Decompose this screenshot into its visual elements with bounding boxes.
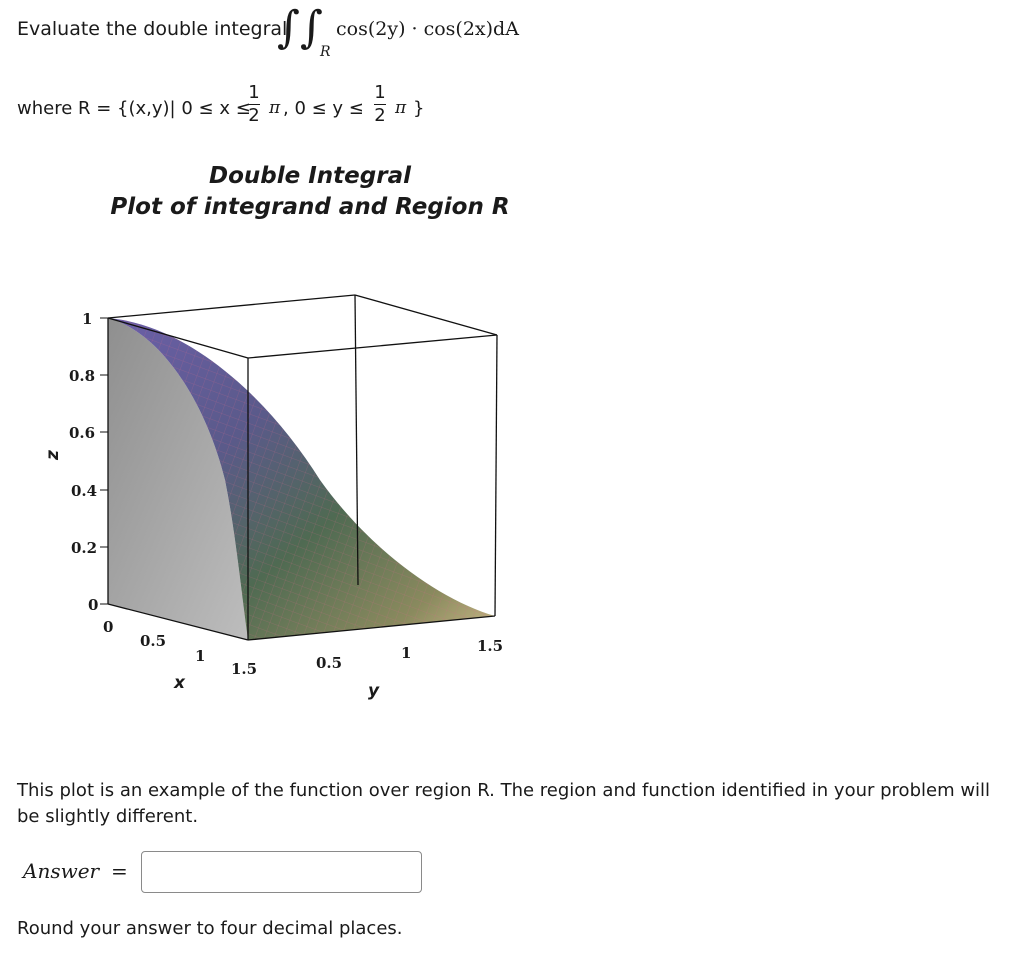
z-tick-0: 0 xyxy=(88,596,99,614)
rounding-instruction: Round your answer to four decimal places. xyxy=(17,918,403,939)
surface-plot xyxy=(40,280,520,710)
fraction-half-x: 1 2 xyxy=(248,82,260,126)
z-axis-label: z xyxy=(43,450,63,460)
z-tick-0-6: 0.6 xyxy=(69,424,96,442)
y-tick-1-5: 1.5 xyxy=(477,637,504,655)
integral-sign-outer: ∫ xyxy=(277,2,300,53)
x-tick-0-5: 0.5 xyxy=(140,632,167,650)
z-tick-0-8: 0.8 xyxy=(69,367,96,385)
z-tick-0-4: 0.4 xyxy=(71,482,98,500)
pi-y: π xyxy=(395,98,407,118)
plot-subtitle: Plot of integrand and Region R xyxy=(110,194,510,220)
region-prefix: where R = {(x,y)| 0 ≤ x ≤ xyxy=(17,98,251,119)
plot-title: Double Integral xyxy=(209,163,411,189)
plot-note: This plot is an example of the function over region R. The region and function identified in your problem will be slightly different. xyxy=(17,780,991,827)
fraction-half-y: 1 2 xyxy=(374,82,386,126)
integral-expression xyxy=(17,2,617,62)
x-tick-0: 0 xyxy=(103,618,114,636)
z-tick-1: 1 xyxy=(82,310,93,328)
problem-intro: Evaluate the double integral xyxy=(17,18,288,40)
z-tick-0-2: 0.2 xyxy=(71,539,98,557)
region-mid: , 0 ≤ y ≤ xyxy=(283,98,364,119)
integrand: cos(2y) · cos(2x)dA xyxy=(336,18,519,40)
pi-x: π xyxy=(269,98,281,118)
x-axis-label: x xyxy=(174,673,185,693)
answer-label: Answer xyxy=(23,859,100,883)
x-tick-1-5: 1.5 xyxy=(231,660,258,678)
y-tick-0-5: 0.5 xyxy=(316,654,343,672)
x-tick-1: 1 xyxy=(195,647,206,665)
answer-equals: = xyxy=(111,859,128,883)
region-end: } xyxy=(413,98,425,119)
integral-subscript: R xyxy=(320,44,331,60)
integral-sign-inner: ∫ xyxy=(300,2,323,53)
y-tick-1: 1 xyxy=(401,644,412,662)
answer-input[interactable] xyxy=(141,851,422,893)
region-definition xyxy=(17,82,617,132)
y-axis-label: y xyxy=(368,681,380,701)
